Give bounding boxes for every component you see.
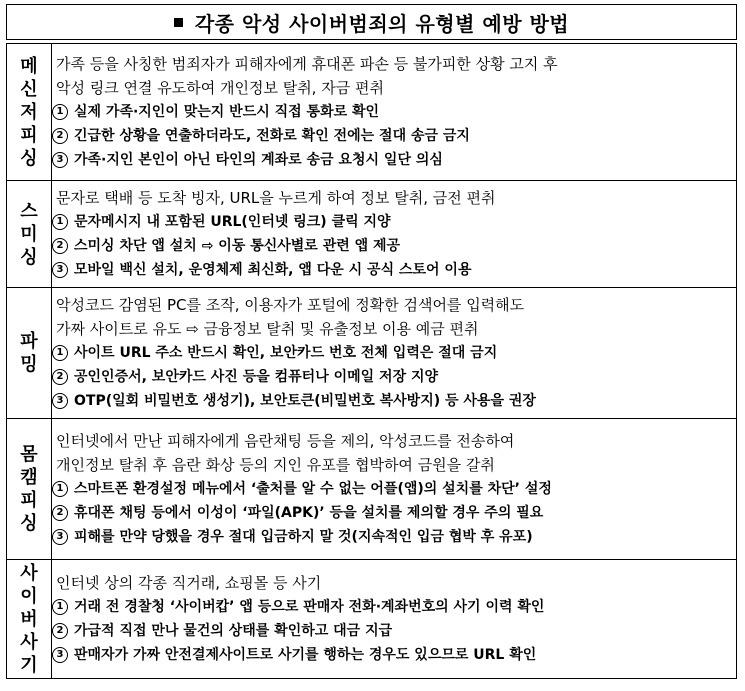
label-char: 싱	[20, 513, 38, 534]
crime-type-row	[7, 44, 737, 181]
prevention-item	[52, 258, 736, 282]
description-line: 문자로 택배 등 도착 빙자, URL을 누르게 하여 정보 탈취, 금전 편취	[56, 189, 496, 207]
prevention-item	[52, 619, 736, 643]
label-char: 이	[20, 585, 38, 607]
label-char: 신	[20, 78, 38, 100]
crime-type-label	[7, 560, 52, 679]
label-char: 사	[20, 631, 38, 653]
label-char: 피	[20, 490, 38, 511]
circled-number-icon: 1	[52, 481, 68, 497]
circled-number-icon: 3	[52, 152, 68, 168]
crime-type-label	[7, 419, 52, 560]
prevention-item	[52, 124, 736, 148]
crime-type-row	[7, 560, 737, 679]
crime-type-row	[7, 288, 737, 419]
crime-type-content	[52, 288, 737, 419]
prevention-item	[52, 389, 736, 413]
label-char: 사	[20, 562, 38, 584]
prevention-item-text: 스미싱 차단 앱 설치 ⇨ 이동 통신사별로 관련 앱 제공	[74, 238, 401, 254]
label-char: 밍	[20, 354, 38, 375]
label-char: 싱	[20, 246, 38, 268]
prevention-item-text: 거래 전 경찰청 ‘사이버캅’ 앱 등으로 판매자 전화·계좌번호의 사기 이력 확인	[74, 599, 545, 615]
prevention-item-text: 문자메시지 내 포함된 URL(인터넷 링크) 클릭 지양	[74, 214, 391, 230]
prevention-item-text: 공인인증서, 보안카드 사진 등을 컴퓨터나 이메일 저장 지양	[74, 369, 439, 385]
prevention-item	[52, 210, 736, 234]
circled-number-icon: 3	[52, 647, 68, 663]
prevention-item	[52, 525, 736, 549]
prevention-item-text: 실제 가족·지인이 맞는지 반드시 직접 통화로 확인	[74, 104, 380, 120]
prevention-item-text: 스마트폰 환경설정 메뉴에서 ‘출처를 알 수 없는 어플(앱)의 설치를 차단’ 설정	[74, 481, 552, 497]
circled-number-icon: 3	[52, 529, 68, 545]
prevention-item	[52, 100, 736, 124]
circled-number-icon: 2	[52, 128, 68, 144]
crime-type-label	[7, 181, 52, 288]
prevention-item-text: 휴대폰 채팅 등에서 이성이 ‘파일(APK)’ 등을 설치를 제의할 경우 주의 필요	[74, 505, 544, 521]
label-char: 버	[20, 608, 38, 630]
description-line: 가짜 사이트로 유도 ⇨ 금융정보 탈취 및 유출정보 이용 예금 편취	[56, 320, 479, 338]
prevention-item	[52, 365, 736, 389]
circled-number-icon: 1	[52, 214, 68, 230]
prevention-item-text: 가족·지인 본인이 아닌 타인의 계좌로 송금 요청시 일단 의심	[74, 152, 443, 168]
prevention-item	[52, 595, 736, 619]
prevention-item-text: 모바일 백신 설치, 운영체제 최신화, 앱 다운 시 공식 스토어 이용	[74, 262, 472, 278]
label-char: 싱	[20, 147, 38, 169]
document-title	[6, 4, 737, 40]
prevention-item-text: 가급적 직접 만나 물건의 상태를 확인하고 대금 지급	[74, 623, 393, 639]
circled-number-icon: 3	[52, 393, 68, 409]
crime-type-content	[52, 560, 737, 679]
crime-type-label	[7, 44, 52, 181]
label-char: 피	[20, 124, 38, 146]
description-line: 인터넷 상의 각종 직거래, 쇼핑몰 등 사기	[56, 574, 322, 592]
table-body	[7, 44, 737, 679]
prevention-item-text: 피해를 만약 당했을 경우 절대 입금하지 말 것(지속적인 입금 협박 후 유포)	[74, 529, 533, 545]
crime-type-row	[7, 181, 737, 288]
crime-type-content	[52, 181, 737, 288]
title-text: 각종 악성 사이버범죄의 유형별 예방 방법	[194, 11, 570, 36]
square-bullet-icon	[174, 18, 183, 27]
crime-type-label	[7, 288, 52, 419]
circled-number-icon: 1	[52, 345, 68, 361]
label-char: 몸	[20, 444, 38, 465]
prevention-item	[52, 477, 736, 501]
circled-number-icon: 2	[52, 623, 68, 639]
prevention-table	[6, 43, 737, 679]
prevention-item-text: 긴급한 상황을 연출하더라도, 전화로 확인 전에는 절대 송금 금지	[74, 128, 470, 144]
circled-number-icon: 3	[52, 262, 68, 278]
label-char: 저	[20, 101, 38, 123]
label-char: 스	[20, 200, 38, 222]
prevention-item-text: OTP(일회 비밀번호 생성기), 보안토큰(비밀번호 복사방지) 등 사용을 권장	[74, 393, 536, 409]
circled-number-icon: 1	[52, 599, 68, 615]
label-char: 기	[20, 654, 38, 676]
prevention-item	[52, 148, 736, 172]
prevention-item-text: 사이트 URL 주소 반드시 확인, 보안카드 번호 전체 입력은 절대 금지	[74, 345, 498, 361]
description-line: 악성 링크 연결 유도하여 개인정보 탈취, 자금 편취	[56, 79, 384, 97]
prevention-item-text: 판매자가 가짜 안전결제사이트로 사기를 행하는 경우도 있으므로 URL 확인	[74, 647, 537, 663]
label-char: 메	[20, 55, 38, 77]
prevention-item	[52, 501, 736, 525]
circled-number-icon: 2	[52, 505, 68, 521]
circled-number-icon: 2	[52, 238, 68, 254]
prevention-item	[52, 234, 736, 258]
description-line: 인터넷에서 만난 피해자에게 음란채팅 등을 제의, 악성코드를 전송하여	[56, 432, 515, 450]
prevention-item	[52, 643, 736, 667]
label-char: 캠	[20, 467, 38, 488]
crime-type-content	[52, 44, 737, 181]
crime-type-row	[7, 419, 737, 560]
circled-number-icon: 2	[52, 369, 68, 385]
description-line: 가족 등을 사칭한 범죄자가 피해자에게 휴대폰 파손 등 불가피한 상황 고지 후	[56, 55, 558, 73]
crime-type-content	[52, 419, 737, 560]
circled-number-icon: 1	[52, 104, 68, 120]
label-char: 미	[20, 223, 38, 245]
label-char: 파	[20, 331, 38, 352]
prevention-item	[52, 341, 736, 365]
description-line: 악성코드 감염된 PC를 조작, 이용자가 포털에 정확한 검색어를 입력해도	[56, 296, 525, 314]
description-line: 개인정보 탈취 후 음란 화상 등의 지인 유포를 협박하여 금원을 갈취	[56, 456, 495, 474]
